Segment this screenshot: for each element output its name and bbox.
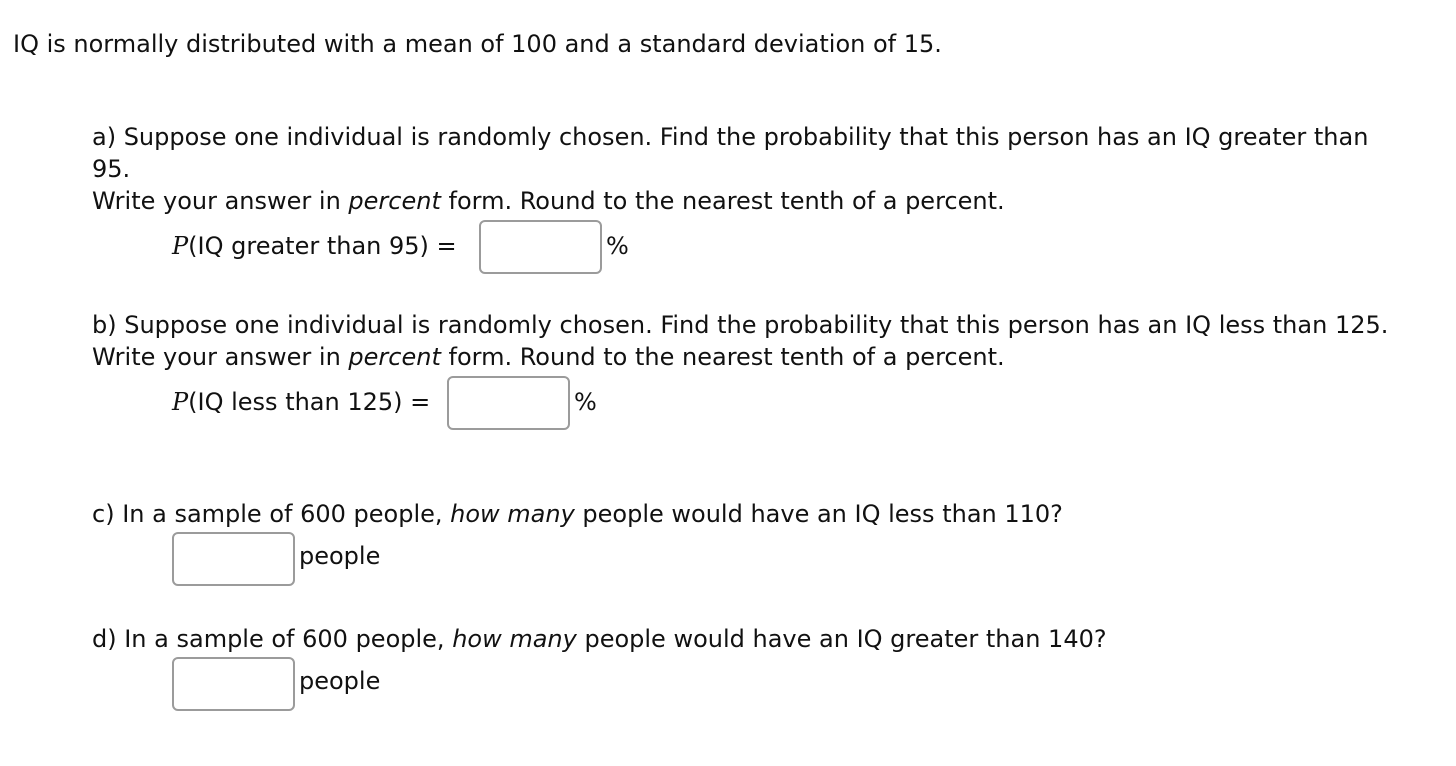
question-a-stem: a) Suppose one individual is randomly chosen. Find the probability that this person has an IQ greater than 95. <box>92 123 1369 183</box>
question-c-stem <box>92 498 1392 530</box>
probability-expression: (IQ less than 125) = <box>188 388 431 416</box>
question-c <box>92 498 1392 590</box>
people-unit: people <box>299 542 381 570</box>
stem-text: people would have an IQ less than 110? <box>574 500 1063 528</box>
stem-emphasis: how many <box>450 500 575 528</box>
question-d-stem <box>92 623 1392 655</box>
question-b-instruction <box>92 341 1392 373</box>
question-b-stem: b) Suppose one individual is randomly chosen. Find the probability that this person has an IQ less than 125. <box>92 311 1389 339</box>
instruction-text: Write your answer in <box>92 187 349 215</box>
percent-unit: % <box>574 388 597 416</box>
question-d-answer-input[interactable] <box>172 657 295 711</box>
question-a-answer-input[interactable] <box>479 220 602 274</box>
instruction-text: form. Round to the nearest tenth of a percent. <box>440 187 1005 215</box>
question-b <box>92 309 1392 434</box>
problem-intro: IQ is normally distributed with a mean of 100 and a standard deviation of 15. <box>13 30 942 58</box>
question-a-instruction <box>92 185 1392 217</box>
question-d-answer-row <box>92 657 1392 715</box>
question-a-answer-row <box>92 220 1392 278</box>
percent-unit: % <box>606 232 629 260</box>
people-unit: people <box>299 667 381 695</box>
instruction-emphasis: percent <box>348 343 441 371</box>
stem-text: d) In a sample of 600 people, <box>92 625 453 653</box>
probability-symbol: P <box>172 388 189 416</box>
probability-expression: (IQ greater than 95) = <box>188 232 457 260</box>
question-b-answer-row <box>92 376 1392 434</box>
question-d <box>92 623 1392 715</box>
stem-text: people would have an IQ greater than 140? <box>576 625 1107 653</box>
question-a-probability-label <box>172 230 457 262</box>
stem-text: c) In a sample of 600 people, <box>92 500 451 528</box>
question-c-answer-input[interactable] <box>172 532 295 586</box>
question-c-answer-row <box>92 532 1392 590</box>
question-a <box>92 121 1392 278</box>
question-b-answer-input[interactable] <box>447 376 570 430</box>
instruction-emphasis: percent <box>348 187 441 215</box>
question-b-probability-label <box>172 386 430 418</box>
instruction-text: Write your answer in <box>92 343 349 371</box>
probability-symbol: P <box>172 232 189 260</box>
instruction-text: form. Round to the nearest tenth of a percent. <box>440 343 1005 371</box>
stem-emphasis: how many <box>452 625 577 653</box>
